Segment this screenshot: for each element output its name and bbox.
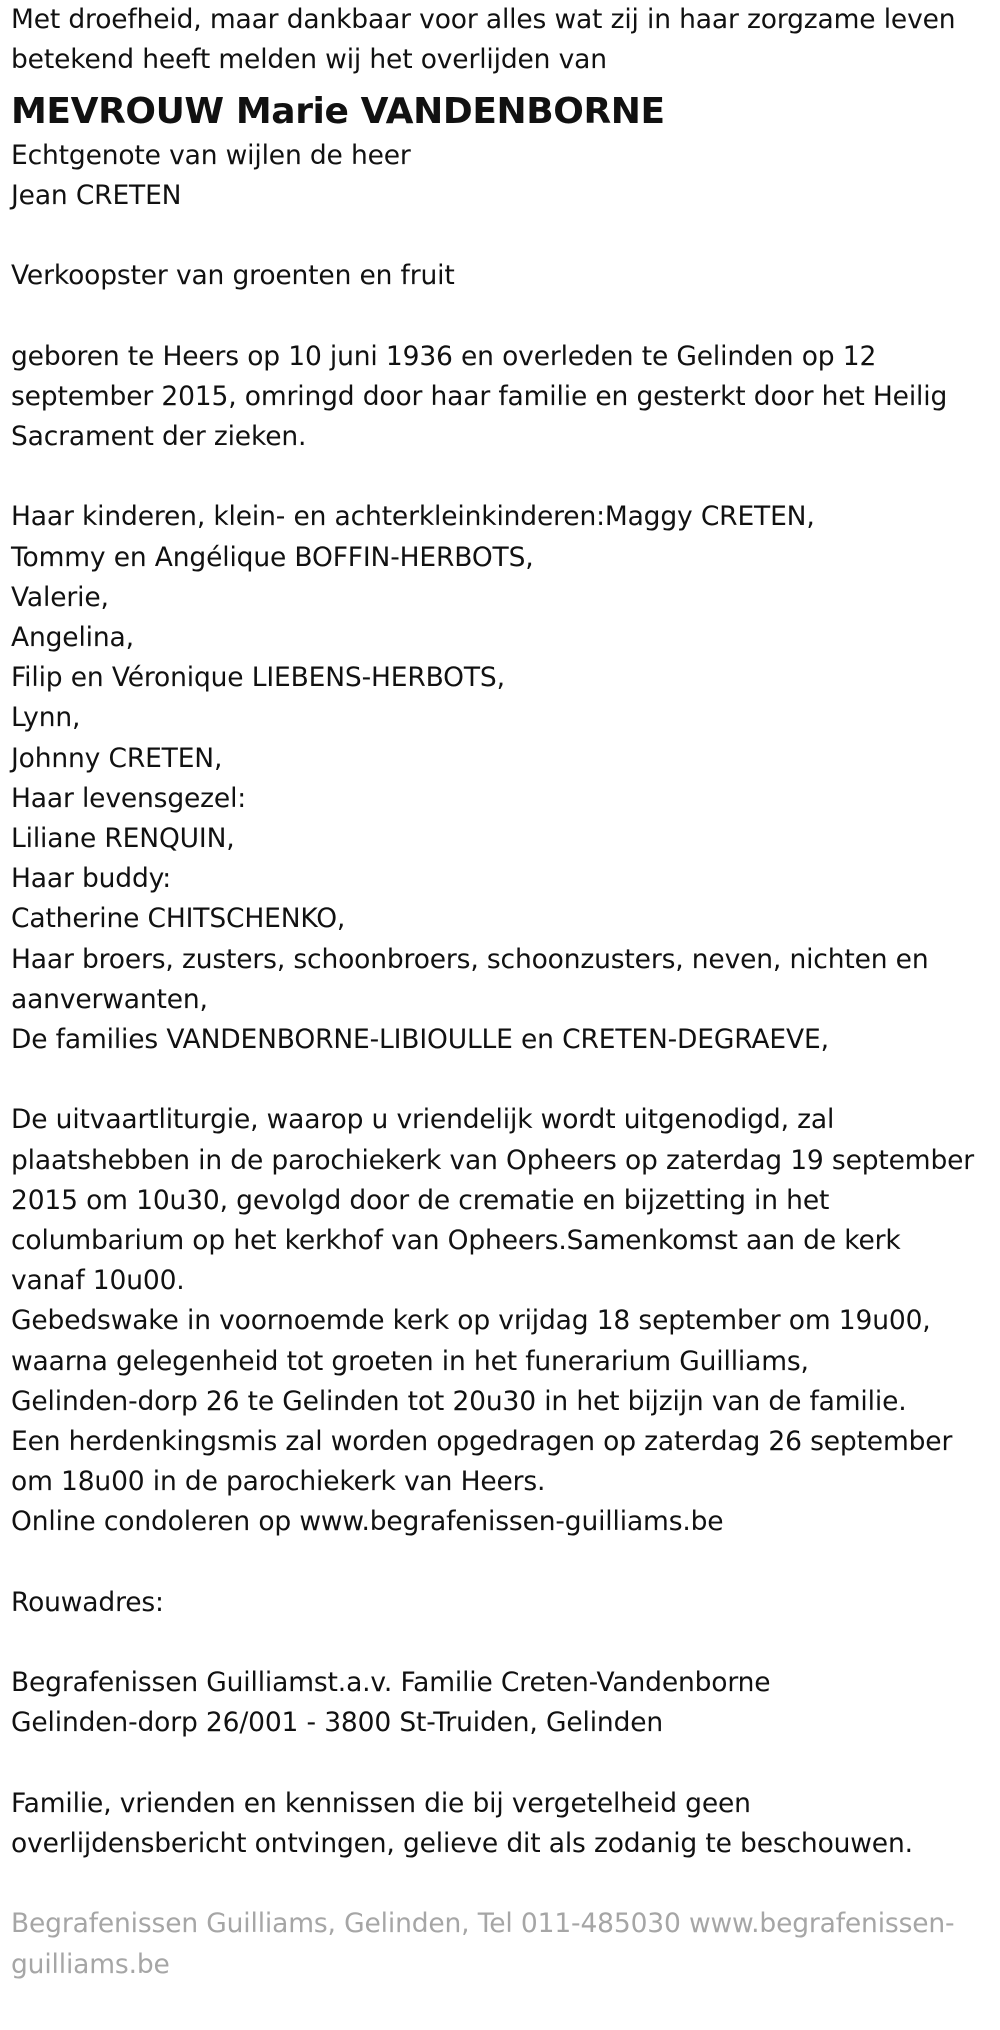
text-line: september 2015, omringd door haar familie en gesterkt door het Heilig: [11, 380, 948, 412]
text-line: Een herdenkingsmis zal worden opgedragen op zaterdag 26 september: [11, 1426, 953, 1458]
address-block: [11, 1663, 990, 1743]
text-line: plaatshebben in de parochiekerk van Opheers op zaterdag 19 september: [11, 1144, 975, 1176]
family-line: Filip en Véronique LIEBENS-HERBOTS,: [11, 662, 505, 694]
spacer: [11, 1744, 990, 1784]
occupation: Verkoopster van groenten en fruit: [11, 260, 455, 292]
family-line: Valerie,: [11, 581, 109, 613]
text-line: Echtgenote van wijlen de heer: [11, 139, 411, 171]
intro-paragraph: [11, 0, 990, 80]
spacer: [11, 296, 990, 336]
spacer: [11, 1864, 990, 1904]
text-line: Sacrament der zieken.: [11, 421, 307, 452]
text-line: vanaf 10u00.: [11, 1265, 185, 1297]
spouse-paragraph: [11, 136, 990, 216]
address-label: Rouwadres:: [11, 1586, 164, 1618]
family-line: Angelina,: [11, 622, 134, 653]
spacer: [11, 216, 990, 256]
text-line: columbarium op het kerkhof van Opheers.Samenkomst aan de kerk: [11, 1225, 901, 1257]
closing-paragraph: [11, 1784, 990, 1864]
birth-death-paragraph: [11, 337, 990, 458]
family-line: aanverwanten,: [11, 983, 208, 1015]
family-line: Tommy en Angélique BOFFIN-HERBOTS,: [11, 541, 534, 573]
family-line: Liliane RENQUIN,: [11, 823, 235, 855]
text-line: overlijdensbericht ontvingen, gelieve dit als zodanig te beschouwen.: [11, 1828, 913, 1860]
deceased-name: MEVROUW Marie VANDENBORNE: [11, 91, 665, 133]
text-line: betekend heeft melden wij het overlijden van: [11, 44, 607, 76]
text-line: Jean CRETEN: [11, 179, 182, 211]
text-line: Gelinden-dorp 26/001 - 3800 St-Truiden, Gelinden: [11, 1707, 664, 1739]
text-line: Met droefheid, maar dankbaar voor alles wat zij in haar zorgzame leven: [11, 4, 956, 35]
family-line: Haar levensgezel:: [11, 782, 247, 814]
text-line: De uitvaartliturgie, waarop u vriendelijk wordt uitgenodigd, zal: [11, 1104, 835, 1136]
family-line: Catherine CHITSCHENKO,: [11, 903, 346, 935]
ceremony-paragraph: [11, 1100, 990, 1542]
family-list: [11, 497, 990, 1060]
footer-line: Begrafenissen Guilliams, Gelinden, Tel 011-485030 www.begrafenissen-: [11, 1908, 955, 1940]
family-line: Johnny CRETEN,: [11, 742, 223, 774]
text-line: Begrafenissen Guilliamst.a.v. Familie Creten-Vandenborne: [11, 1667, 771, 1699]
family-line: Haar buddy:: [11, 863, 172, 895]
text-line: Familie, vrienden en kennissen die bij vergetelheid geen: [11, 1787, 751, 1819]
family-line: Lynn,: [11, 702, 81, 734]
spacer: [11, 1060, 990, 1100]
family-line: Haar kinderen, klein- en achterkleinkinderen:Maggy CRETEN,: [11, 501, 815, 533]
spacer: [11, 1623, 990, 1663]
text-line: waarna gelegenheid tot groeten in het funerarium Guilliams,: [11, 1345, 809, 1377]
footer-line: guilliams.be: [11, 1948, 170, 1980]
family-line: De families VANDENBORNE-LIBIOULLE en CRETEN-DEGRAEVE,: [11, 1024, 829, 1056]
text-line: Gelinden-dorp 26 te Gelinden tot 20u30 in het bijzijn van de familie.: [11, 1385, 907, 1417]
funeral-home-footer: [11, 1904, 990, 1984]
text-line: 2015 om 10u30, gevolgd door de crematie en bijzetting in het: [11, 1184, 830, 1216]
text-line: Gebedswake in voornoemde kerk op vrijdag 18 september om 19u00,: [11, 1305, 931, 1337]
text-line: geboren te Heers op 10 juni 1936 en overleden te Gelinden op 12: [11, 340, 877, 372]
text-line: om 18u00 in de parochiekerk van Heers.: [11, 1466, 546, 1498]
condolence-line: Online condoleren op www.begrafenissen-guilliams.be: [11, 1506, 724, 1538]
spacer: [11, 457, 990, 497]
spacer: [11, 1543, 990, 1583]
family-line: Haar broers, zusters, schoonbroers, schoonzusters, neven, nichten en: [11, 943, 929, 975]
